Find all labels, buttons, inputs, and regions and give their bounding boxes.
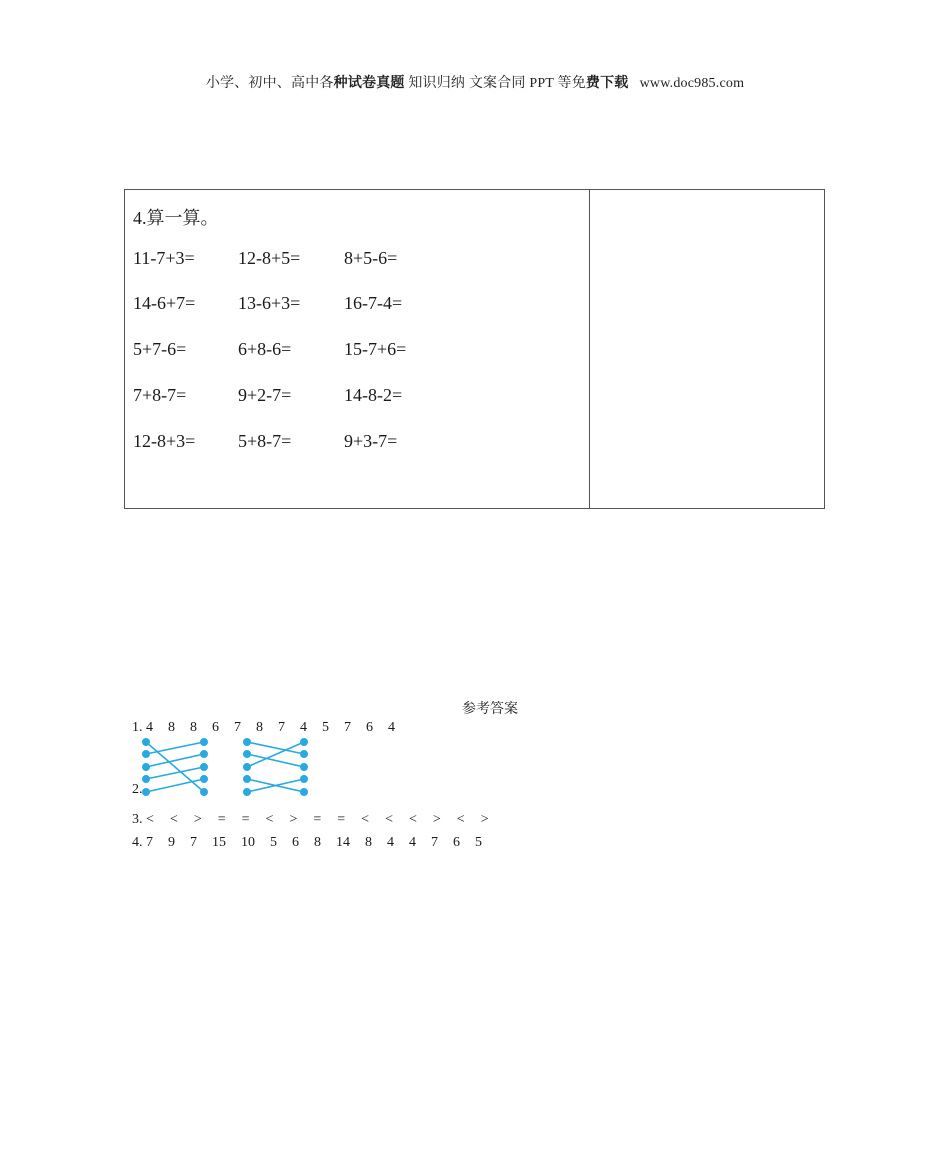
answers-title: 参考答案	[462, 702, 518, 717]
problem: 8+5-6=	[344, 248, 398, 268]
answer-value: <	[361, 812, 370, 827]
answer-value: >	[480, 812, 489, 827]
answer-value: 7	[431, 835, 438, 850]
match-dot	[143, 751, 149, 757]
problem: 14-6+7=	[133, 293, 196, 313]
match-dot	[301, 764, 307, 770]
answer-value: =	[241, 812, 250, 827]
answer-value: >	[432, 812, 441, 827]
answer-value: 4	[300, 720, 307, 735]
answer-value: 14	[336, 835, 350, 850]
answer-value: 8	[256, 720, 263, 735]
match-dot	[244, 764, 250, 770]
answer-value: 4	[388, 720, 395, 735]
answer-value: >	[193, 812, 202, 827]
answer-value: 5	[270, 835, 277, 850]
match-line	[146, 742, 204, 792]
answer-value: 15	[212, 835, 226, 850]
answer-value: 7	[344, 720, 351, 735]
match-dot	[301, 739, 307, 745]
answer-value: 8	[168, 720, 175, 735]
match-dot	[201, 751, 207, 757]
match-dot	[143, 789, 149, 795]
match-dot	[143, 776, 149, 782]
match-dot	[301, 789, 307, 795]
match-dot	[301, 776, 307, 782]
answer-value: 10	[241, 835, 255, 850]
worksheet-blank-cell	[590, 190, 824, 508]
problem: 7+8-7=	[133, 385, 187, 405]
header-text-1: 小学、初中、高中各	[205, 76, 334, 91]
answer-value: 4	[387, 835, 394, 850]
matching-diagram	[140, 735, 320, 799]
answer-prefix: 3.	[132, 812, 143, 827]
problem: 6+8-6=	[238, 339, 292, 359]
answer-value: 8	[314, 835, 321, 850]
problem: 9+2-7=	[238, 385, 292, 405]
answer-value: <	[456, 812, 465, 827]
header-url: www.doc985.com	[639, 76, 745, 91]
match-dot	[143, 764, 149, 770]
answer-line-2-label: 2.	[132, 782, 143, 797]
answer-value: =	[337, 812, 346, 827]
match-line	[247, 742, 304, 767]
answer-value: 6	[453, 835, 460, 850]
answer-line-4	[132, 835, 482, 851]
header-text-5: 费下载	[585, 76, 629, 91]
answer-value: 7	[190, 835, 197, 850]
match-dot	[244, 776, 250, 782]
answer-value: <	[265, 812, 274, 827]
answer-value: >	[289, 812, 298, 827]
match-dot	[201, 776, 207, 782]
problem: 12-8+5=	[238, 248, 301, 268]
header-text-3: 知识归纳	[404, 76, 469, 91]
answer-value: =	[217, 812, 226, 827]
answer-value: 6	[366, 720, 373, 735]
answer-value: 7	[234, 720, 241, 735]
answer-value: 5	[322, 720, 329, 735]
worksheet-problem-cell	[125, 190, 590, 508]
problem: 13-6+3=	[238, 293, 301, 313]
match-dot	[201, 764, 207, 770]
answer-value: 6	[212, 720, 219, 735]
match-dot	[201, 739, 207, 745]
answer-value: <	[385, 812, 393, 827]
match-line	[247, 742, 304, 754]
problem: 12-8+3=	[133, 431, 196, 451]
page-header	[0, 72, 950, 92]
problem: 11-7+3=	[133, 248, 195, 268]
worksheet-table	[124, 189, 825, 509]
answer-value: 4	[409, 835, 416, 850]
match-dot	[244, 789, 250, 795]
problem: 14-8-2=	[344, 385, 403, 405]
match-dot	[201, 789, 207, 795]
match-line	[146, 754, 204, 767]
answer-value: 7	[278, 720, 285, 735]
problem: 16-7-4=	[344, 293, 403, 313]
question-title: 4.算一算。	[133, 208, 219, 228]
header-text-4: 文案合同 PPT 等免	[468, 76, 586, 91]
match-dot	[244, 739, 250, 745]
answer-value: 6	[292, 835, 299, 850]
answer-line-1	[132, 720, 395, 736]
problem: 9+3-7=	[344, 431, 398, 451]
answer-value: 9	[168, 835, 175, 850]
answer-value: 4	[146, 720, 153, 735]
answer-prefix: 4.	[132, 835, 143, 850]
match-dot	[143, 739, 149, 745]
match-dot	[244, 751, 250, 757]
match-dot	[301, 751, 307, 757]
header-text-2: 种试卷真题	[333, 76, 405, 91]
answer-value: 8	[190, 720, 197, 735]
match-line	[146, 767, 204, 779]
match-line	[146, 742, 204, 754]
answer-value: =	[313, 812, 322, 827]
answer-value: <	[408, 812, 417, 827]
match-line	[247, 754, 304, 767]
problem: 5+7-6=	[133, 339, 187, 359]
answer-value: <	[169, 812, 178, 827]
problem: 5+8-7=	[238, 431, 292, 451]
answer-value: 7	[146, 835, 153, 850]
answer-value: 8	[365, 835, 372, 850]
answer-value: <	[146, 812, 154, 827]
problem: 15-7+6=	[344, 339, 407, 359]
answer-line-3	[132, 812, 489, 828]
answer-prefix: 1.	[132, 720, 143, 735]
answer-value: 5	[475, 835, 482, 850]
